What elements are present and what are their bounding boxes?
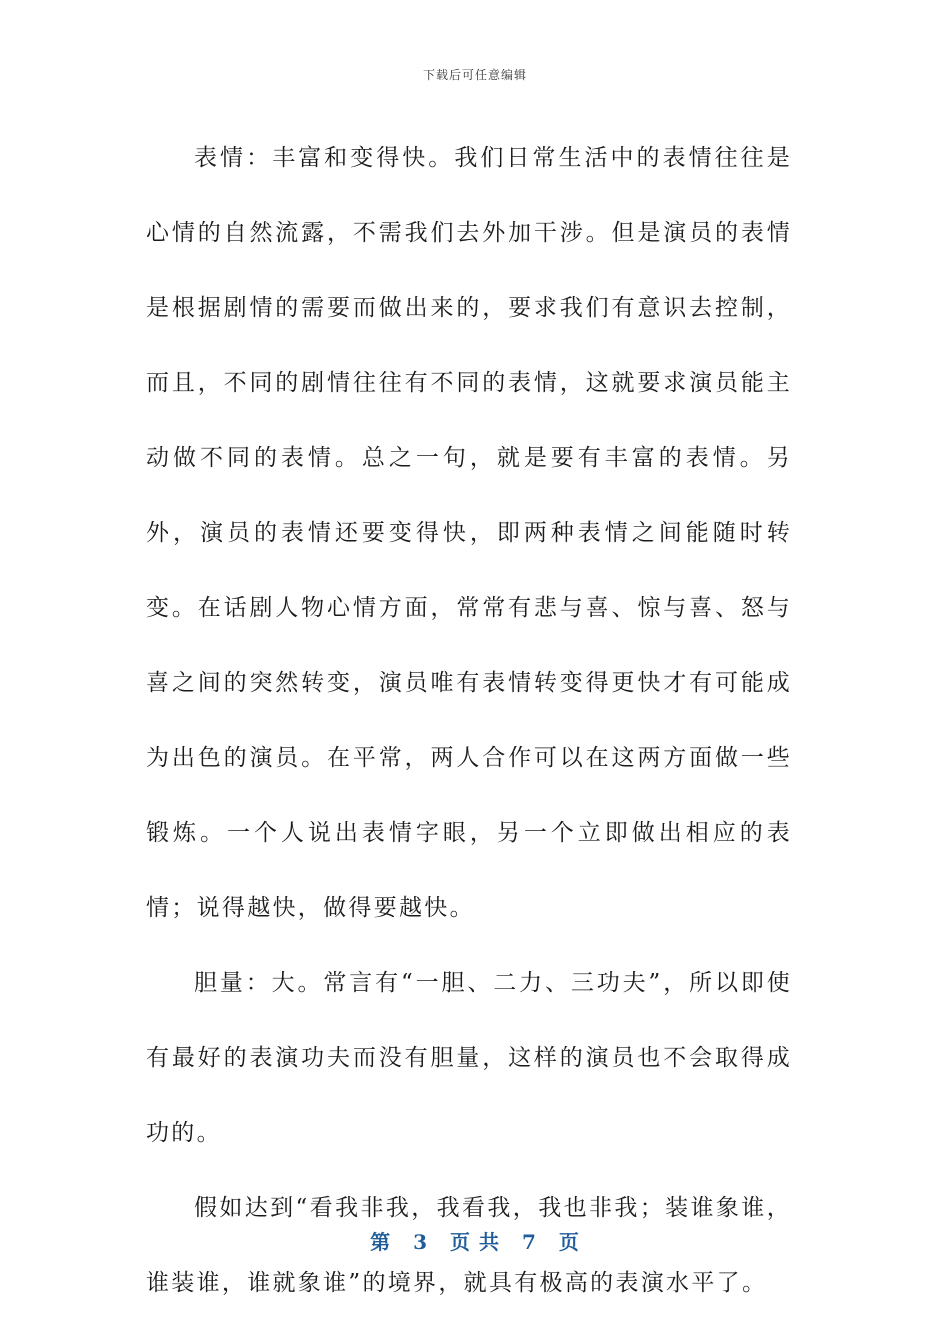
page-footer xyxy=(0,1226,950,1255)
paragraph-performance-level: 假如达到“看我非我，我看我，我也非我；装谁象谁，谁装谁，谁就象谁”的境界，就具有极高的表演水平了。 xyxy=(146,1195,792,1296)
footer-suffix: 页 xyxy=(558,1230,580,1254)
footer-middle: 页 共 xyxy=(450,1230,500,1254)
document-body xyxy=(146,121,792,1321)
page-header-note: 下载后可任意编辑 xyxy=(422,68,527,82)
paragraph-expression: 表情：丰富和变得快。我们日常生活中的表情往往是心情的自然流露，不需我们去外加干涉。但是演员的表情是根据剧情的需要而做出来的，要求我们有意识去控制，而且，不同的剧情往往有不同的表情，这就要求演员能主动做不同的表情。总之一句，就是要有丰富的表情。另外，演员的表情还要变得快，即两种表情之间能随时转变。在话剧人物心情方面，常常有悲与喜、惊与喜、怒与喜之间的突然转变，演员唯有表情转变得更快才有可能成为出色的演员。在平常，两人合作可以在这两方面做一些锻炼。一个人说出表情字眼，另一个立即做出相应的表情；说得越快，做得要越快。 xyxy=(146,145,792,921)
footer-total-pages: 7 xyxy=(521,1230,537,1254)
footer-prefix: 第 xyxy=(370,1230,392,1254)
footer-current-page: 3 xyxy=(413,1230,429,1254)
paragraph-courage: 胆量：大。常言有“一胆、二力、三功夫”，所以即使有最好的表演功夫而没有胆量，这样的演员也不会取得成功的。 xyxy=(146,970,792,1146)
